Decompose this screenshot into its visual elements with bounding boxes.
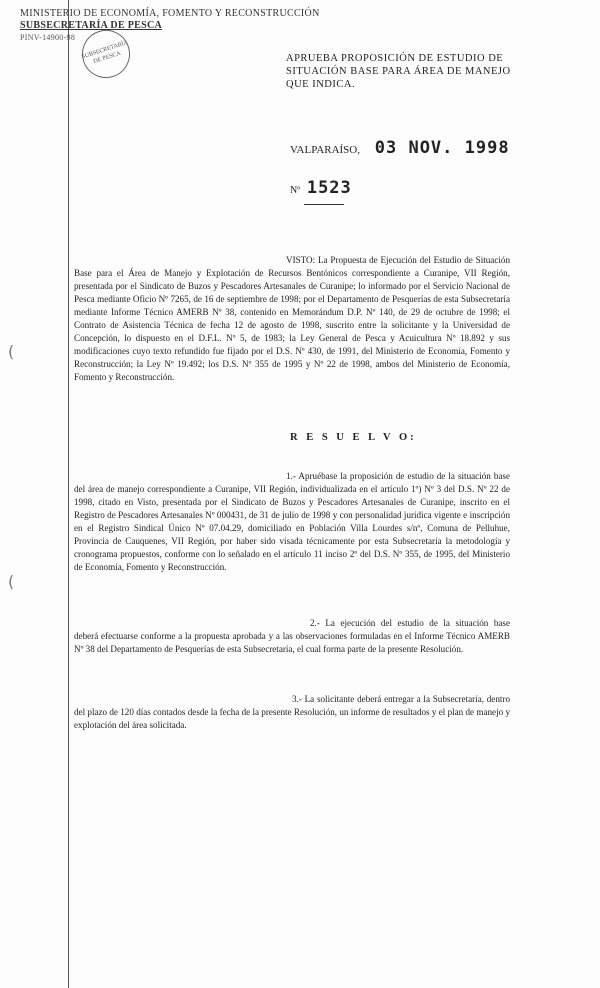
margin-rule — [68, 0, 69, 988]
place: VALPARAÍSO, — [290, 144, 360, 156]
letterhead-code: PINV-14900-98 — [20, 33, 76, 42]
number-value: 1523 — [306, 178, 352, 198]
letterhead — [20, 8, 320, 44]
article-1: 1.- Apruébase la proposición de estudio de la situación base del área de manejo correspondiente a Curanipe, VII Región, individualizada en el artículo 1º) Nº 3 del D.S. Nº 22 de 1998, citado en Visto, presentada por el Sindicato de Buzos y Pescadores Artesanales de Curanipe, inscrito en el Registro de Pescadores Artesanales Nº 000431, de 31 de julio de 1998 y con personalidad jurídica vigente e inscripción en el Registro Sindical Único Nº 07.04.29, domiciliado en Población Villa Lourdes s/nº, Comuna de Pelluhue, Provincia de Cauquenes, VII Región, por haber sido visada técnicamente por esta Subsecretaría la metodología y cronograma propuestos, conforme con lo señalado en el artículo 11 inciso 2º del D.S. Nº 355, de 1995, del Ministerio de Economía, Fomento y Reconstrucción. — [74, 471, 510, 572]
stamp-text: SUBSECRETARÍA DE PESCA — [81, 39, 129, 66]
article-3: 3.- La solicitante deberá entregar a la Subsecretaría, dentro del plazo de 120 días contados desde la fecha de la presente Resolución, un informe de resultados y el plan de manejo y explotación del área solicitada. — [74, 694, 510, 730]
letterhead-ministry: MINISTERIO DE ECONOMÍA, FOMENTO Y RECONSTRUCCIÓN — [20, 8, 320, 19]
punch-hole-mark-icon: ( — [8, 572, 15, 591]
number-underline — [304, 204, 344, 205]
punch-hole-mark-icon: ( — [8, 342, 15, 361]
resuelvo-heading: R E S U E L V O: — [290, 432, 417, 443]
place-date — [290, 138, 510, 158]
resolution-number — [290, 178, 352, 198]
resolution-title: APRUEBA PROPOSICIÓN DE ESTUDIO DE SITUACIÓN BASE PARA ÁREA DE MANEJO QUE INDICA. — [286, 53, 511, 90]
article-2: 2.- La ejecución del estudio de la situación base deberá efectuarse conforme a la propuesta aprobada y a las observaciones formuladas en el Informe Técnico AMERB Nº 38 del Departamento de Pesquerías de esta Subsecretaría, el cual forma parte de la presente Resolución. — [74, 618, 510, 654]
number-label: Nº — [290, 185, 301, 196]
letterhead-subsecretaria: SUBSECRETARÍA DE PESCA — [20, 20, 163, 31]
date-stamp: 03 NOV. 1998 — [374, 138, 510, 158]
visto-paragraph: VISTO: La Propuesta de Ejecución del Estudio de Situación Base para el Área de Manejo y Explotación de Recursos Bentónicos correspondiente a Curanipe, VII Región, presentada por el Sindicato de Buzos y Pescadores Artesanales de Curanipe; lo informado por el Servicio Nacional de Pesca mediante Oficio Nº 7265, de 16 de septiembre de 1998; por el Departamento de Pesquerías de esta Subsecretaría mediante Informe Técnico AMERB Nº 38, contenido en Memorándum D.P. Nº 140, de 29 de octubre de 1998; el Contrato de Asistencia Técnica de fecha 12 de agosto de 1998, suscrito entre la solicitante y la Universidad de Concepción, lo dispuesto en el D.F.L. Nº 5, de 1983; la Ley General de Pesca y Acuicultura Nº 18.892 y sus modificaciones cuyo texto refundido fue fijado por el D.S. Nº 430, de 1991, del Ministerio de Economía, Fomento y Reconstrucción; la Ley Nº 19.492; los D.S. Nº 355 de 1995 y Nº 22 de 1998, ambos del Ministerio de Economía, Fomento y Reconstrucción. — [74, 255, 510, 382]
